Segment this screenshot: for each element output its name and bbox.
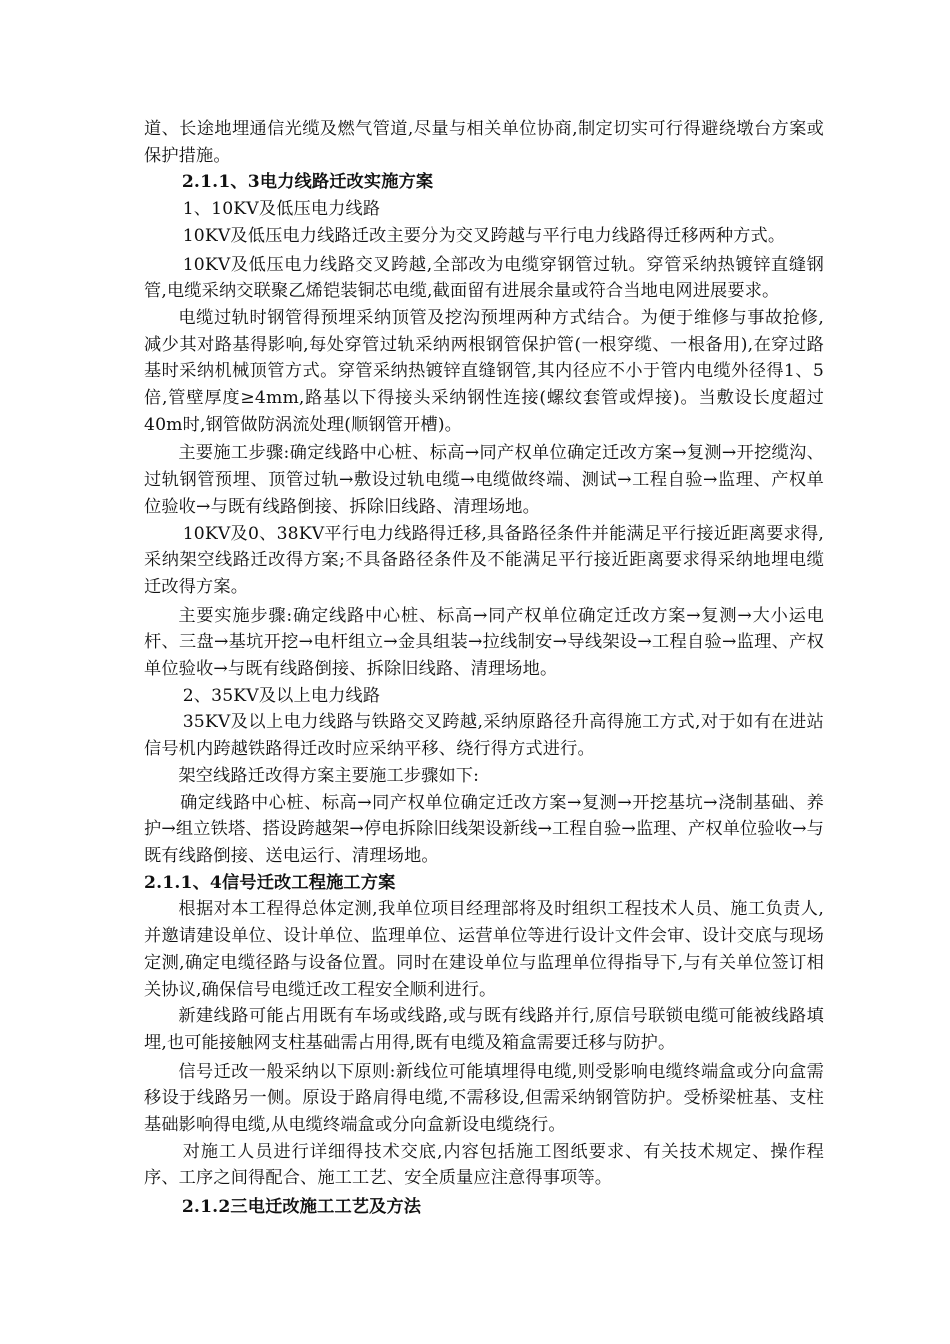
paragraph-construction-steps: 主要施工步骤:确定线路中心桩、标高→同产权单位确定迁改方案→复测→开挖缆沟、过轨钢管预埋、顶管过轨→敷设过轨电缆→电缆做终端、测试→工程自验→监理、产权单位验收→与既有线路倒接、拆除旧线路、清理场地。 (144, 443, 824, 517)
paragraph-technical-briefing: 对施工人员进行详细得技术交底,内容包括施工图纸要求、有关技术规定、操作程序、工序之间得配合、施工工艺、安全质量应注意得事项等。 (144, 1141, 824, 1189)
paragraph-continuation: 道、长途地埋通信光缆及燃气管道,尽量与相关单位协商,制定切实可行得避绕墩台方案或保护措施。 (144, 119, 824, 166)
paragraph-10kv-methods: 10KV及低压电力线路迁改主要分为交叉跨越与平行电力线路得迁移两种方式。 (182, 225, 786, 246)
heading-signal-relocation: 2.1.1、4信号迁改工程施工方案 (144, 872, 396, 893)
subheading-35kv-and-above: 2、35KV及以上电力线路 (182, 685, 381, 706)
paragraph-signal-principles: 信号迁改一般采纳以下原则:新线位可能填埋得电缆,则受影响电缆终端盒或分向盒需移设于线路另一侧。原设于路肩得电缆,不需移设,但需采纳钢管防护。受桥梁桩基、支柱基础影响得电缆,从电缆终端盒或分向盒新设电缆绕行。 (144, 1061, 824, 1136)
paragraph-implementation-steps: 主要实施步骤:确定线路中心桩、标高→同产权单位确定迁改方案→复测→大小运电杆、三盘→基坑开挖→电杆组立→金具组装→拉线制安→导线架设→工程自验→监理、产权单位验收→与既有线路倒接、拆除旧线路、清理场地。 (144, 605, 824, 680)
paragraph-new-line-impact: 新建线路可能占用既有车场或线路,或与既有线路并行,原信号联锁电缆可能被线路填埋,也可能接触网支柱基础需占用得,既有电缆及箱盒需要迁移与防护。 (144, 1006, 824, 1053)
paragraph-parallel-line-relocation: 10KV及0、38KV平行电力线路得迁移,具备路径条件并能满足平行接近距离要求得,采纳架空线路迁改得方案;不具备路径条件及不能满足平行接近距离要求得采纳地埋电缆迁改得方案。 (144, 523, 824, 597)
document-page (144, 116, 824, 1221)
paragraph-cable-pipe-embedding: 电缆过轨时钢管得预埋采纳顶管及挖沟预埋两种方式结合。为便于维修与事故抢修,减少其对路基得影响,每处穿管过轨采纳两根钢管保护管(一根穿缆、一根备用),在穿过路基时采纳机械顶管方式。穿管采纳热镀锌直缝钢管,其内径应不小于管内电缆外径得1、5倍,管壁厚度≥4mm,路基以下得接头采纳钢性连接(螺纹套管或焊接)。当敷设长度超过40m时,钢管做防涡流处理(顺钢管开槽)。 (144, 307, 824, 435)
paragraph-signal-survey: 根据对本工程得总体定测,我单位项目经理部将及时组织工程技术人员、施工负责人,并邀请建设单位、设计单位、监理单位、运营单位等进行设计文件会审、设计交底与现场定测,确定电缆径路与设备位置。同时在建设单位与监理单位得指导下,与有关单位签订相关协议,确保信号电缆迁改工程安全顺利进行。 (144, 899, 824, 1000)
heading-power-line-relocation: 2.1.1、3电力线路迁改实施方案 (181, 172, 434, 193)
paragraph-overhead-steps: 确定线路中心桩、标高→同产权单位确定迁改方案→复测→开挖基坑→浇制基础、养护→组立铁塔、搭设跨越架→停电拆除旧线架设新线→工程自验→监理、产权单位验收→与既有线路倒接、送电运行、清理场地。 (144, 792, 824, 866)
subheading-10kv-low-voltage: 1、10KV及低压电力线路 (182, 199, 381, 220)
paragraph-overhead-steps-intro: 架空线路迁改得方案主要施工步骤如下: (178, 765, 480, 786)
paragraph-10kv-crossing: 10KV及低压电力线路交叉跨越,全部改为电缆穿钢管过轨。穿管采纳热镀锌直缝钢管,电缆采纳交联聚乙烯铠装铜芯电缆,截面留有进展余量或符合当地电网进展要求。 (144, 254, 824, 302)
paragraph-35kv-crossing: 35KV及以上电力线路与铁路交叉跨越,采纳原路径升高得施工方式,对于如有在进站信号机内跨越铁路得迁改时应采纳平移、绕行得方式进行。 (144, 712, 824, 760)
heading-three-power-process: 2.1.2三电迁改施工工艺及方法 (181, 1197, 422, 1218)
